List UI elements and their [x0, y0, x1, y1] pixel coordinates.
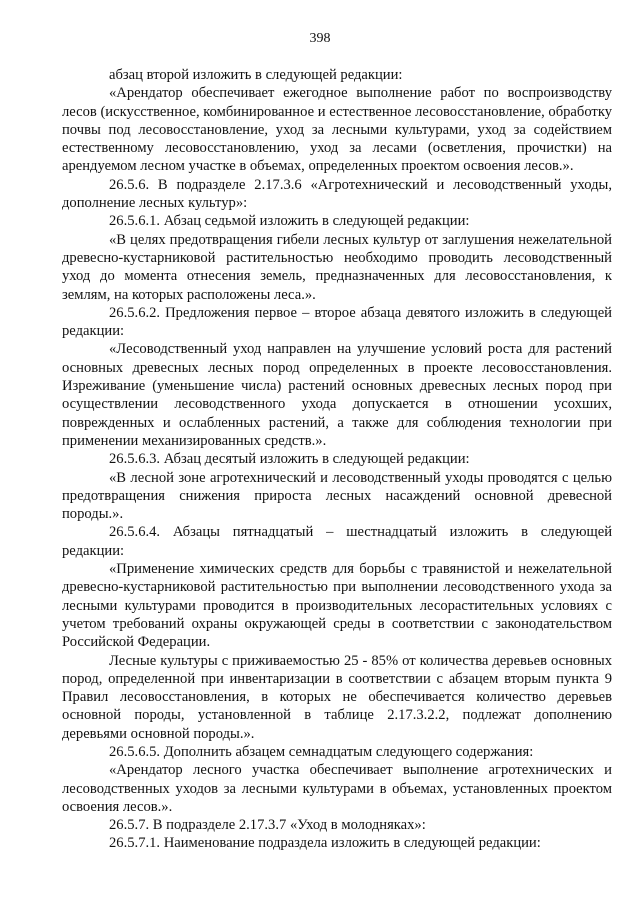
paragraph: 26.5.6.4. Абзацы пятнадцатый – шестнадцатый изложить в следующей редакции: — [62, 524, 612, 559]
page-number: 398 — [309, 31, 331, 46]
paragraph: 26.5.6.5. Дополнить абзацем семнадцатым следующего содержания: — [109, 743, 534, 760]
paragraph: «Лесоводственный уход направлен на улучшение условий роста для растений основных древесных лесных пород определенных в проекте лесовосстановления. Изреживание (уменьшение числа) растений основных древесных лесных пород при осуществлении лесоводственного ухода допускается в отношении усохших, поврежденных и ослабленных растений, а также для соблюдения технологии при применении механизированных средств.». — [62, 341, 612, 449]
paragraph: 26.5.7. В подразделе 2.17.3.7 «Уход в молодняках»: — [109, 817, 426, 834]
paragraph: 26.5.7.1. Наименование подраздела изложить в следующей редакции: — [109, 835, 541, 852]
paragraph: «Арендатор обеспечивает ежегодное выполнение работ по воспроизводству лесов (искусственное, комбинированное и естественное лесовосстановление, обработку почвы под лесовосстановление, уход за лесными культурами, уход за содействием естественному лесовосстановлению, уход за лесами (осветления, прочистки) на арендуемом лесном участке в объемах, определенных проектом освоения лесов.». — [62, 85, 612, 175]
paragraph: Лесные культуры с приживаемостью 25 - 85% от количества деревьев основных пород, определенной при инвентаризации в соответствии с абзацем вторым пункта 9 Правил лесовосстановления, в которых не обеспечивается количество деревьев основной породы, установленной в таблице 2.17.3.2.2, подлежат дополнению деревьями основной породы.». — [62, 652, 612, 742]
paragraph: «В лесной зоне агротехнический и лесоводственный уходы проводятся с целью предотвращения снижения прироста лесных насаждений основной древесной породы.». — [62, 469, 612, 523]
paragraph: 26.5.6.1. Абзац седьмой изложить в следующей редакции: — [109, 213, 470, 230]
document-body — [62, 66, 612, 853]
paragraph: «Арендатор лесного участка обеспечивает выполнение агротехнических и лесоводственных уходов за лесными культурами в объемах, установленных проектом освоения лесов.». — [62, 762, 612, 815]
paragraph: 26.5.6. В подразделе 2.17.3.6 «Агротехнический и лесоводственный уходы, дополнение лесных культур»: — [62, 176, 612, 212]
paragraph: 26.5.6.2. Предложения первое – второе абзаца девятого изложить в следующей редакции: — [62, 304, 612, 340]
paragraph: «В целях предотвращения гибели лесных культур от заглушения нежелательной древесно-кустарниковой растительностью необходимо проводить лесоводственный уход до момента отнесения земель, предназначенных для лесовосстановления, к землям, на которых расположены леса.». — [62, 231, 612, 303]
paragraph: 26.5.6.3. Абзац десятый изложить в следующей редакции: — [109, 451, 470, 468]
paragraph: абзац второй изложить в следующей редакции: — [109, 67, 403, 83]
paragraph: «Применение химических средств для борьбы с травянистой и нежелательной древесно-кустарниковой растительностью при выполнении лесоводственного ухода за лесными культурами проводится в производительных лесорастительных условиях с учетом требований охраны окружающей среды в соответствии с законодательством Российской Федерации. — [62, 561, 612, 651]
